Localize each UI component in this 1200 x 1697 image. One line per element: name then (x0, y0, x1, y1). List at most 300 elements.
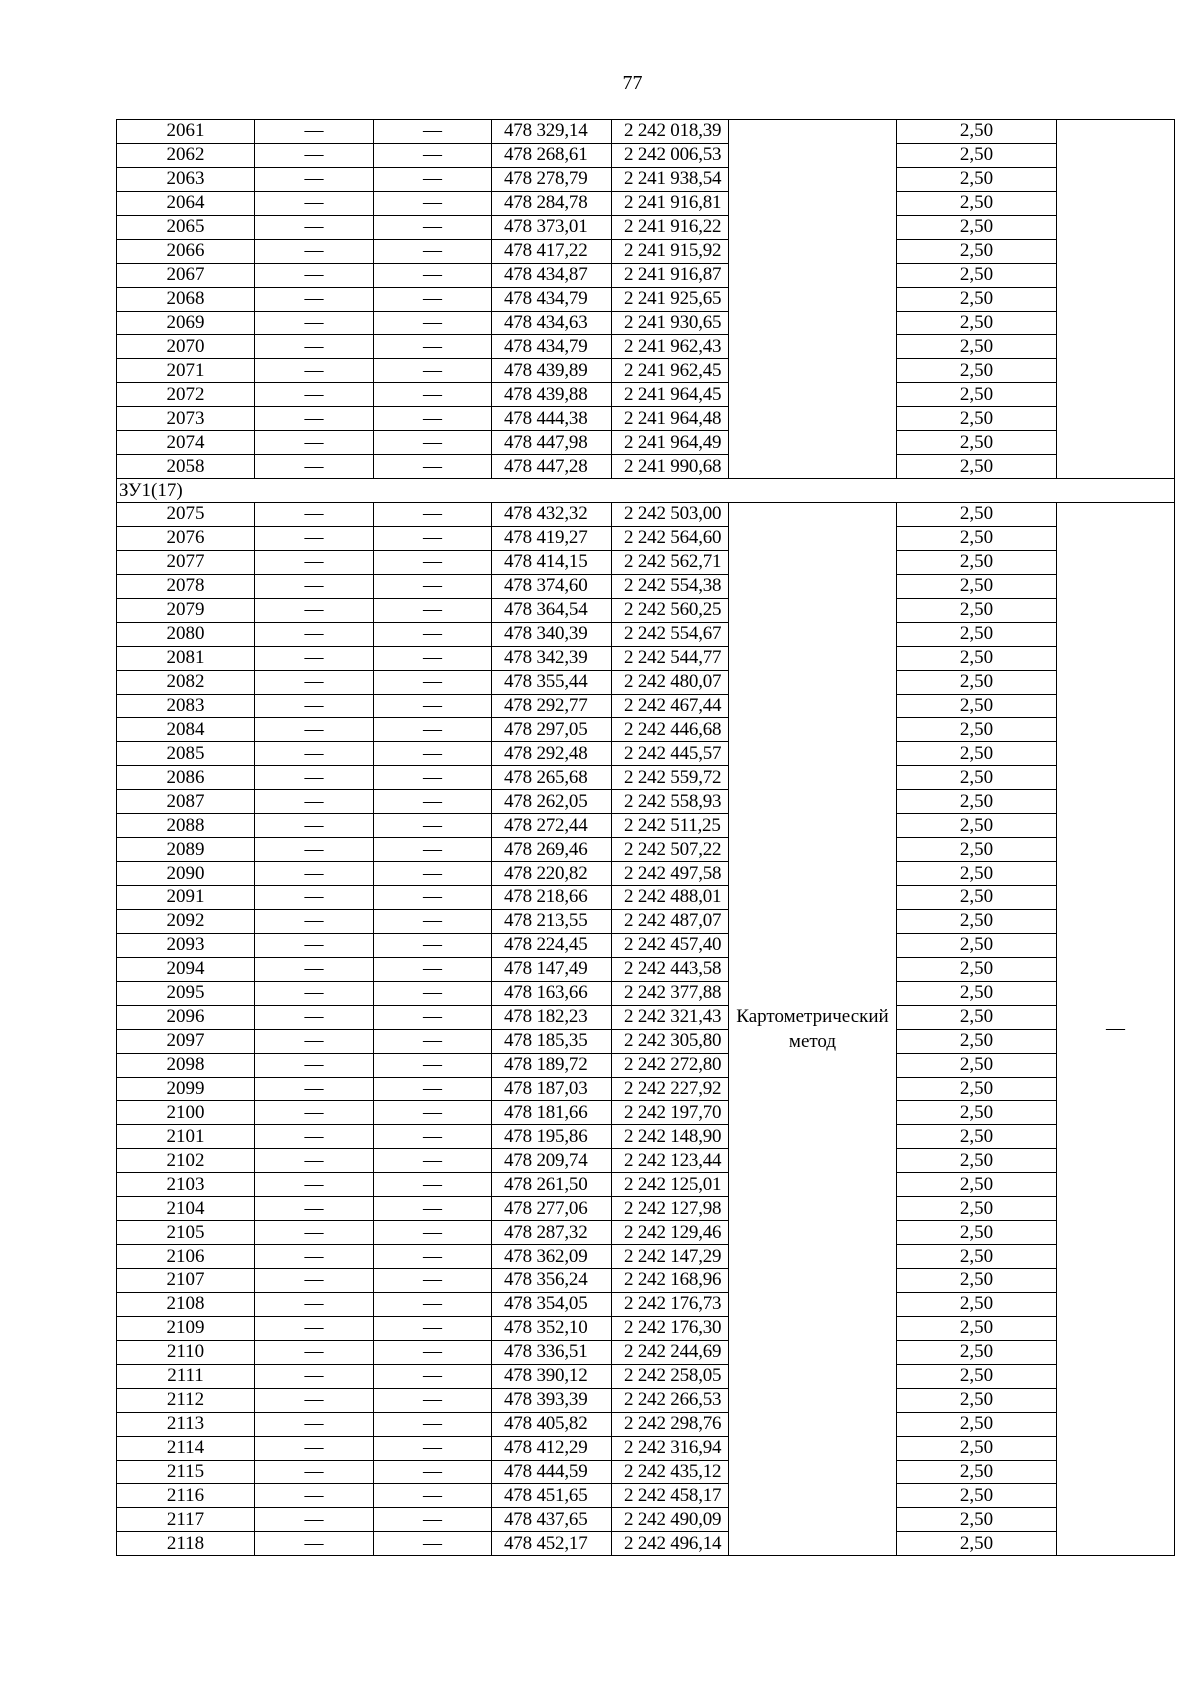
coord-x: 478 224,45 (492, 933, 612, 957)
table-row (117, 933, 1175, 957)
dash-cell: — (374, 120, 492, 144)
dash-cell: — (374, 383, 492, 407)
coord-y: 2 242 558,93 (612, 790, 729, 814)
dash-cell: — (255, 1436, 374, 1460)
coord-x: 478 393,39 (492, 1388, 612, 1412)
coord-y: 2 242 446,68 (612, 718, 729, 742)
point-number: 2103 (117, 1173, 255, 1197)
coord-x: 478 444,59 (492, 1460, 612, 1484)
table-row (117, 359, 1175, 383)
coord-y: 2 242 176,73 (612, 1292, 729, 1316)
dash-cell: — (374, 1197, 492, 1221)
accuracy: 2,50 (897, 1029, 1057, 1053)
accuracy: 2,50 (897, 1412, 1057, 1436)
accuracy: 2,50 (897, 287, 1057, 311)
coord-y: 2 241 990,68 (612, 455, 729, 479)
dash-cell: — (255, 550, 374, 574)
coord-y: 2 242 544,77 (612, 646, 729, 670)
coord-y: 2 242 227,92 (612, 1077, 729, 1101)
point-number: 2108 (117, 1292, 255, 1316)
coord-y: 2 242 507,22 (612, 838, 729, 862)
accuracy: 2,50 (897, 167, 1057, 191)
accuracy: 2,50 (897, 1436, 1057, 1460)
coord-x: 478 414,15 (492, 550, 612, 574)
table-row (117, 143, 1175, 167)
point-number: 2089 (117, 838, 255, 862)
dash-cell: — (374, 646, 492, 670)
point-number: 2117 (117, 1508, 255, 1532)
coord-y: 2 241 915,92 (612, 239, 729, 263)
accuracy: 2,50 (897, 407, 1057, 431)
dash-cell: — (374, 1460, 492, 1484)
coord-x: 478 354,05 (492, 1292, 612, 1316)
coord-y: 2 242 467,44 (612, 694, 729, 718)
accuracy: 2,50 (897, 1221, 1057, 1245)
point-number: 2100 (117, 1101, 255, 1125)
coord-x: 478 278,79 (492, 167, 612, 191)
dash-cell: — (374, 718, 492, 742)
dash-cell: — (255, 311, 374, 335)
point-number: 2071 (117, 359, 255, 383)
dash-cell: — (374, 1316, 492, 1340)
table-row (117, 1508, 1175, 1532)
point-number: 2098 (117, 1053, 255, 1077)
point-number: 2078 (117, 574, 255, 598)
point-number: 2116 (117, 1484, 255, 1508)
point-number: 2063 (117, 167, 255, 191)
dash-cell: — (255, 1269, 374, 1293)
dash-cell: — (255, 1125, 374, 1149)
dash-cell: — (374, 1532, 492, 1556)
table-row (117, 1197, 1175, 1221)
dash-cell: — (374, 1221, 492, 1245)
table-row (117, 383, 1175, 407)
point-number: 2068 (117, 287, 255, 311)
coord-y: 2 242 457,40 (612, 933, 729, 957)
coord-y: 2 242 168,96 (612, 1269, 729, 1293)
accuracy: 2,50 (897, 359, 1057, 383)
coord-y: 2 242 490,09 (612, 1508, 729, 1532)
point-number: 2081 (117, 646, 255, 670)
table-row (117, 1005, 1175, 1029)
dash-cell: — (255, 1340, 374, 1364)
table-row (117, 1532, 1175, 1556)
table-row (117, 263, 1175, 287)
coord-x: 478 209,74 (492, 1149, 612, 1173)
dash-cell: — (374, 1269, 492, 1293)
dash-cell: — (374, 263, 492, 287)
accuracy: 2,50 (897, 311, 1057, 335)
coord-x: 478 452,17 (492, 1532, 612, 1556)
table-row (117, 790, 1175, 814)
dash-cell: — (255, 1245, 374, 1269)
coord-x: 478 269,46 (492, 838, 612, 862)
dash-cell: — (255, 359, 374, 383)
accuracy: 2,50 (897, 1340, 1057, 1364)
coord-y: 2 242 443,58 (612, 957, 729, 981)
point-number: 2118 (117, 1532, 255, 1556)
dash-cell: — (255, 167, 374, 191)
section-label: ЗУ1(17) (117, 479, 1175, 503)
coord-x: 478 451,65 (492, 1484, 612, 1508)
point-number: 2105 (117, 1221, 255, 1245)
dash-cell: — (255, 670, 374, 694)
accuracy: 2,50 (897, 1292, 1057, 1316)
dash-cell: — (255, 838, 374, 862)
accuracy: 2,50 (897, 1316, 1057, 1340)
coord-x: 478 336,51 (492, 1340, 612, 1364)
point-number: 2093 (117, 933, 255, 957)
dash-cell: — (374, 143, 492, 167)
point-number: 2091 (117, 886, 255, 910)
accuracy: 2,50 (897, 933, 1057, 957)
dash-cell: — (374, 574, 492, 598)
dash-cell: — (255, 909, 374, 933)
dash-cell: — (255, 287, 374, 311)
coord-y: 2 241 916,81 (612, 191, 729, 215)
coord-x: 478 213,55 (492, 909, 612, 933)
dash-cell: — (374, 981, 492, 1005)
dash-cell: — (255, 718, 374, 742)
dash-cell: — (374, 526, 492, 550)
dash-cell: — (374, 1149, 492, 1173)
coord-y: 2 241 916,87 (612, 263, 729, 287)
dash-cell: — (374, 311, 492, 335)
coord-x: 478 342,39 (492, 646, 612, 670)
dash-cell: — (374, 1101, 492, 1125)
accuracy: 2,50 (897, 766, 1057, 790)
coord-y: 2 242 562,71 (612, 550, 729, 574)
coord-y: 2 242 147,29 (612, 1245, 729, 1269)
dash-cell: — (255, 1029, 374, 1053)
table-row (117, 1077, 1175, 1101)
dash-cell: — (374, 742, 492, 766)
accuracy: 2,50 (897, 1077, 1057, 1101)
coord-x: 478 261,50 (492, 1173, 612, 1197)
dash-cell: — (255, 790, 374, 814)
accuracy: 2,50 (897, 550, 1057, 574)
accuracy: 2,50 (897, 1508, 1057, 1532)
coord-x: 478 412,29 (492, 1436, 612, 1460)
dash-cell: — (374, 503, 492, 527)
coord-y: 2 241 964,45 (612, 383, 729, 407)
accuracy: 2,50 (897, 742, 1057, 766)
coord-y: 2 242 316,94 (612, 1436, 729, 1460)
dash-cell: — (374, 1053, 492, 1077)
accuracy: 2,50 (897, 838, 1057, 862)
point-number: 2080 (117, 622, 255, 646)
dash-cell: — (374, 886, 492, 910)
accuracy: 2,50 (897, 670, 1057, 694)
coord-x: 478 362,09 (492, 1245, 612, 1269)
coord-y: 2 242 496,14 (612, 1532, 729, 1556)
dash-cell: — (255, 335, 374, 359)
dash-cell: — (255, 694, 374, 718)
point-number: 2097 (117, 1029, 255, 1053)
dash-cell: — (255, 526, 374, 550)
method-cell: Картометрический метод (729, 503, 897, 1556)
accuracy: 2,50 (897, 1269, 1057, 1293)
dash-cell: — (255, 1173, 374, 1197)
coord-x: 478 417,22 (492, 239, 612, 263)
table-row (117, 1269, 1175, 1293)
point-number: 2073 (117, 407, 255, 431)
accuracy: 2,50 (897, 335, 1057, 359)
coord-x: 478 390,12 (492, 1364, 612, 1388)
dash-cell: — (255, 431, 374, 455)
point-number: 2064 (117, 191, 255, 215)
coord-y: 2 242 554,67 (612, 622, 729, 646)
coord-y: 2 242 125,01 (612, 1173, 729, 1197)
dash-cell: — (255, 886, 374, 910)
coord-x: 478 419,27 (492, 526, 612, 550)
accuracy: 2,50 (897, 1245, 1057, 1269)
coord-y: 2 242 488,01 (612, 886, 729, 910)
coord-x: 478 329,14 (492, 120, 612, 144)
table-row (117, 167, 1175, 191)
table-row (117, 1460, 1175, 1484)
table-row (117, 694, 1175, 718)
last-column-cell (1057, 120, 1175, 479)
table-row (117, 1125, 1175, 1149)
dash-cell: — (255, 1101, 374, 1125)
accuracy: 2,50 (897, 814, 1057, 838)
accuracy: 2,50 (897, 718, 1057, 742)
table-row (117, 311, 1175, 335)
dash-cell: — (374, 1077, 492, 1101)
table-row (117, 646, 1175, 670)
coord-y: 2 242 554,38 (612, 574, 729, 598)
dash-cell: — (374, 1340, 492, 1364)
accuracy: 2,50 (897, 1388, 1057, 1412)
dash-cell: — (255, 215, 374, 239)
table-row (117, 766, 1175, 790)
coord-x: 478 189,72 (492, 1053, 612, 1077)
coord-y: 2 242 377,88 (612, 981, 729, 1005)
coord-x: 478 163,66 (492, 981, 612, 1005)
point-number: 2104 (117, 1197, 255, 1221)
dash-cell: — (374, 167, 492, 191)
table-row (117, 1340, 1175, 1364)
dash-cell: — (255, 1460, 374, 1484)
dash-cell: — (374, 407, 492, 431)
dash-cell: — (374, 622, 492, 646)
coord-x: 478 355,44 (492, 670, 612, 694)
table-row (117, 1101, 1175, 1125)
accuracy: 2,50 (897, 526, 1057, 550)
coord-x: 478 268,61 (492, 143, 612, 167)
table-row (117, 598, 1175, 622)
point-number: 2102 (117, 1149, 255, 1173)
dash-cell: — (255, 981, 374, 1005)
coord-x: 478 439,89 (492, 359, 612, 383)
coord-y: 2 242 511,25 (612, 814, 729, 838)
dash-cell: — (255, 1053, 374, 1077)
dash-cell: — (374, 1436, 492, 1460)
coord-x: 478 182,23 (492, 1005, 612, 1029)
table-row (117, 431, 1175, 455)
accuracy: 2,50 (897, 383, 1057, 407)
dash-cell: — (374, 909, 492, 933)
dash-cell: — (255, 191, 374, 215)
accuracy: 2,50 (897, 1149, 1057, 1173)
dash-cell: — (255, 1316, 374, 1340)
dash-cell: — (255, 1149, 374, 1173)
last-column-cell: — (1057, 503, 1175, 1556)
accuracy: 2,50 (897, 622, 1057, 646)
table-row (117, 1436, 1175, 1460)
coord-y: 2 242 006,53 (612, 143, 729, 167)
coord-x: 478 220,82 (492, 862, 612, 886)
dash-cell: — (255, 239, 374, 263)
dash-cell: — (255, 263, 374, 287)
coord-x: 478 185,35 (492, 1029, 612, 1053)
dash-cell: — (255, 1388, 374, 1412)
dash-cell: — (374, 215, 492, 239)
accuracy: 2,50 (897, 790, 1057, 814)
dash-cell: — (255, 598, 374, 622)
point-number: 2072 (117, 383, 255, 407)
accuracy: 2,50 (897, 646, 1057, 670)
table-row (117, 886, 1175, 910)
point-number: 2082 (117, 670, 255, 694)
point-number: 2113 (117, 1412, 255, 1436)
dash-cell: — (255, 143, 374, 167)
coord-x: 478 447,98 (492, 431, 612, 455)
point-number: 2115 (117, 1460, 255, 1484)
coord-x: 478 374,60 (492, 574, 612, 598)
table-row (117, 1388, 1175, 1412)
table-row (117, 239, 1175, 263)
accuracy: 2,50 (897, 239, 1057, 263)
dash-cell: — (374, 1364, 492, 1388)
point-number: 2110 (117, 1340, 255, 1364)
accuracy: 2,50 (897, 909, 1057, 933)
table-row (117, 718, 1175, 742)
coord-y: 2 242 129,46 (612, 1221, 729, 1245)
accuracy: 2,50 (897, 1460, 1057, 1484)
coord-x: 478 364,54 (492, 598, 612, 622)
coordinates-table (116, 119, 1175, 1556)
dash-cell: — (374, 550, 492, 574)
coord-x: 478 218,66 (492, 886, 612, 910)
table-row (117, 622, 1175, 646)
table-row (117, 1173, 1175, 1197)
accuracy: 2,50 (897, 215, 1057, 239)
table-row (117, 742, 1175, 766)
accuracy: 2,50 (897, 503, 1057, 527)
dash-cell: — (374, 838, 492, 862)
table-row (117, 120, 1175, 144)
coord-y: 2 242 458,17 (612, 1484, 729, 1508)
coord-y: 2 242 244,69 (612, 1340, 729, 1364)
coord-x: 478 434,79 (492, 335, 612, 359)
dash-cell: — (374, 239, 492, 263)
dash-cell: — (374, 1388, 492, 1412)
accuracy: 2,50 (897, 1101, 1057, 1125)
point-number: 2099 (117, 1077, 255, 1101)
dash-cell: — (255, 120, 374, 144)
coord-y: 2 242 321,43 (612, 1005, 729, 1029)
dash-cell: — (255, 1292, 374, 1316)
coord-x: 478 187,03 (492, 1077, 612, 1101)
coord-y: 2 242 559,72 (612, 766, 729, 790)
coord-x: 478 439,88 (492, 383, 612, 407)
dash-cell: — (374, 670, 492, 694)
coord-y: 2 242 445,57 (612, 742, 729, 766)
dash-cell: — (255, 1484, 374, 1508)
point-number: 2085 (117, 742, 255, 766)
coord-y: 2 241 916,22 (612, 215, 729, 239)
dash-cell: — (374, 431, 492, 455)
coord-y: 2 242 305,80 (612, 1029, 729, 1053)
point-number: 2076 (117, 526, 255, 550)
dash-cell: — (374, 694, 492, 718)
coord-x: 478 405,82 (492, 1412, 612, 1436)
coord-y: 2 242 272,80 (612, 1053, 729, 1077)
table-row (117, 1221, 1175, 1245)
dash-cell: — (374, 335, 492, 359)
table-row (117, 407, 1175, 431)
table-row (117, 503, 1175, 527)
dash-cell: — (255, 646, 374, 670)
point-number: 2074 (117, 431, 255, 455)
coord-y: 2 241 938,54 (612, 167, 729, 191)
accuracy: 2,50 (897, 120, 1057, 144)
coord-x: 478 287,32 (492, 1221, 612, 1245)
point-number: 2083 (117, 694, 255, 718)
table-row (117, 550, 1175, 574)
point-number: 2111 (117, 1364, 255, 1388)
section-header-row (117, 479, 1175, 503)
coord-x: 478 434,63 (492, 311, 612, 335)
dash-cell: — (374, 1005, 492, 1029)
table-row (117, 670, 1175, 694)
dash-cell: — (374, 1173, 492, 1197)
dash-cell: — (255, 574, 374, 598)
accuracy: 2,50 (897, 1197, 1057, 1221)
dash-cell: — (374, 1508, 492, 1532)
coord-y: 2 241 962,45 (612, 359, 729, 383)
page-number: 77 (622, 72, 643, 94)
coord-y: 2 242 266,53 (612, 1388, 729, 1412)
table-row (117, 574, 1175, 598)
dash-cell: — (255, 1412, 374, 1436)
accuracy: 2,50 (897, 574, 1057, 598)
coord-x: 478 284,78 (492, 191, 612, 215)
coord-y: 2 241 962,43 (612, 335, 729, 359)
coord-y: 2 241 964,48 (612, 407, 729, 431)
dash-cell: — (255, 1005, 374, 1029)
accuracy: 2,50 (897, 1173, 1057, 1197)
coord-x: 478 444,38 (492, 407, 612, 431)
dash-cell: — (374, 455, 492, 479)
point-number: 2077 (117, 550, 255, 574)
coord-x: 478 292,77 (492, 694, 612, 718)
dash-cell: — (374, 1412, 492, 1436)
method-cell (729, 120, 897, 479)
coord-y: 2 242 176,30 (612, 1316, 729, 1340)
coord-y: 2 242 258,05 (612, 1364, 729, 1388)
coord-x: 478 373,01 (492, 215, 612, 239)
dash-cell: — (374, 862, 492, 886)
dash-cell: — (255, 742, 374, 766)
dash-cell: — (374, 814, 492, 838)
dash-cell: — (374, 1125, 492, 1149)
point-number: 2065 (117, 215, 255, 239)
dash-cell: — (374, 1484, 492, 1508)
point-number: 2109 (117, 1316, 255, 1340)
